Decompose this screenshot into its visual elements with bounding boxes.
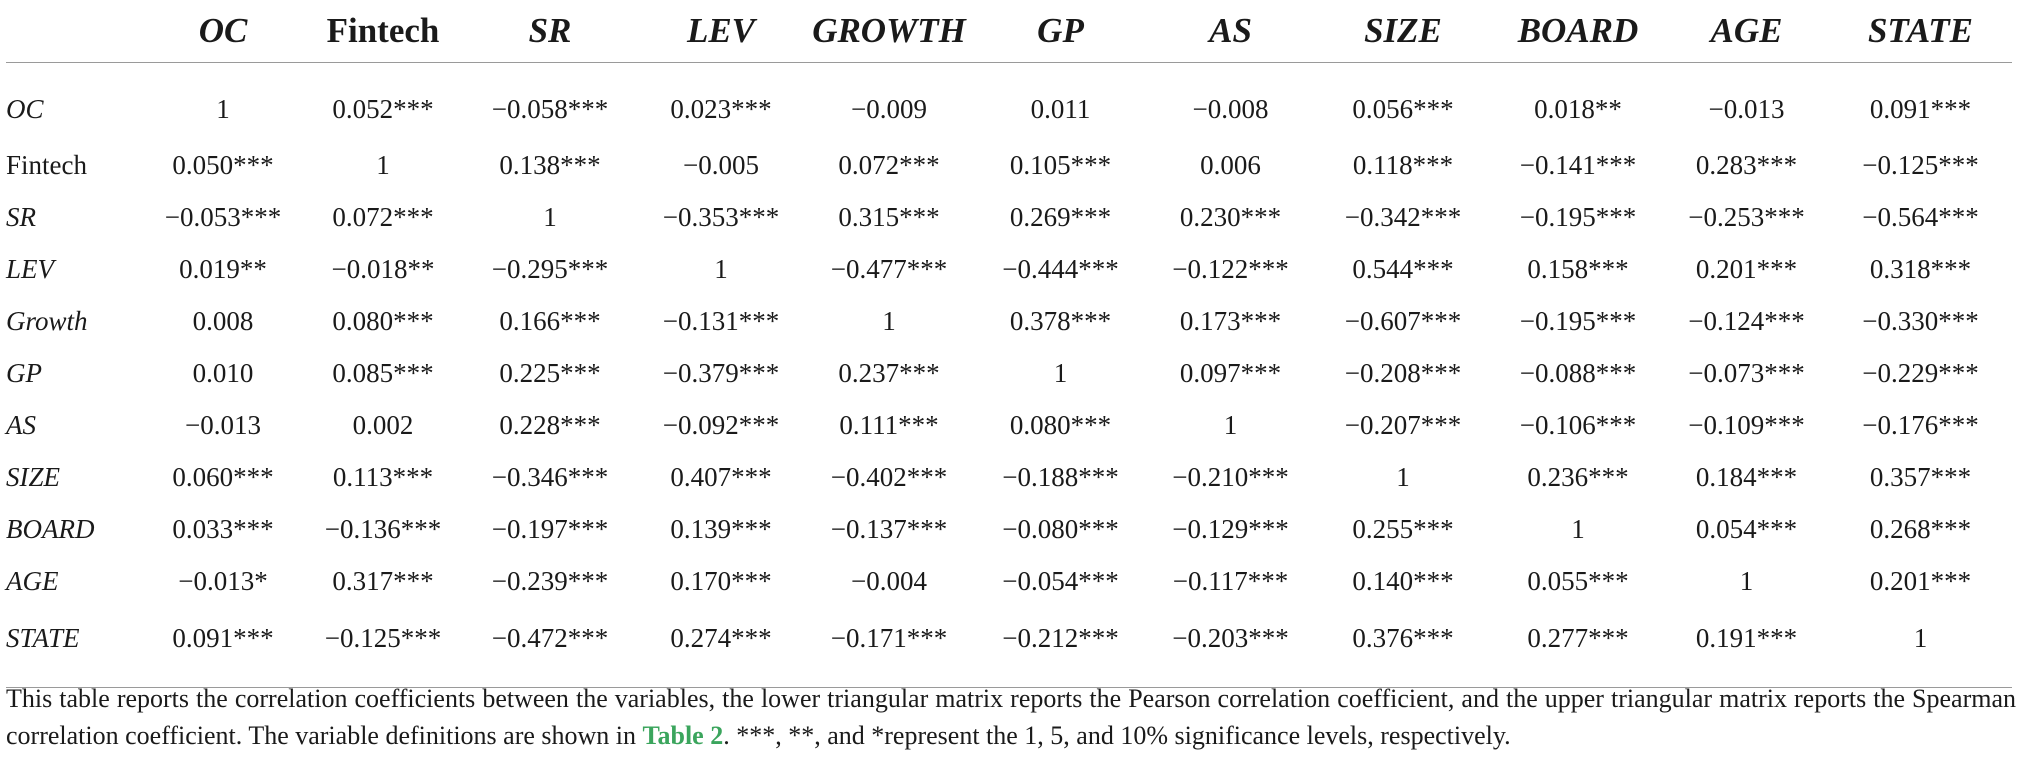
table-cell: 1 <box>1053 357 1068 388</box>
table-cell: 0.315*** <box>838 201 940 232</box>
table-cell: −0.210*** <box>1172 461 1289 492</box>
column-header: LEV <box>638 0 804 63</box>
table-cell: −0.004 <box>851 565 927 596</box>
table-cell: 0.010 <box>192 357 254 388</box>
footnote-text-before: This table reports the correlation coefficients between the variables, the lower triangular matrix reports the Pearson correlation coefficient, and the upper triangular matrix reports the Spearman correlation coefficient. The variable definitions are shown in <box>6 684 2016 750</box>
table-body <box>6 63 2012 688</box>
table-cell: 1 <box>216 93 230 124</box>
table-cell: −0.607*** <box>1344 305 1462 336</box>
table-cell: 1 <box>714 253 728 284</box>
table-cell: 0.111*** <box>839 409 939 440</box>
table-cell: −0.106*** <box>1519 409 1637 440</box>
table-row <box>6 63 2012 140</box>
table-cell: 0.085*** <box>332 357 434 388</box>
table-cell: 0.018** <box>1534 93 1622 124</box>
table-cell: 0.019** <box>179 253 267 284</box>
column-header: STATE <box>1829 0 2012 63</box>
table-cell: 0.023*** <box>670 93 772 124</box>
table-cell: −0.088*** <box>1519 357 1637 388</box>
table-cell: −0.013 <box>185 409 261 440</box>
table-cell: −0.229*** <box>1862 357 1979 388</box>
table-cell: 0.357*** <box>1869 461 1972 492</box>
table-cell: −0.125*** <box>304 607 462 688</box>
table-cell: −0.564*** <box>1862 201 1979 232</box>
table-cell: −0.195*** <box>1519 305 1637 336</box>
row-label: OC <box>6 93 44 124</box>
row-label: LEV <box>6 253 55 284</box>
table-cell: 0.277*** <box>1492 607 1664 688</box>
table-cell: −0.124*** <box>1688 305 1805 336</box>
table-cell: −0.013 <box>1708 93 1785 124</box>
table-row <box>6 399 2012 451</box>
table-cell: 0.072*** <box>332 201 434 232</box>
table-cell: 0.113*** <box>332 461 434 492</box>
corner-header <box>6 0 156 63</box>
table-cell: −0.239*** <box>491 565 609 596</box>
table-cell: −0.073*** <box>1688 357 1805 388</box>
row-label: AS <box>6 409 36 440</box>
table-cell: −0.208*** <box>1344 357 1462 388</box>
row-label: BOARD <box>6 513 95 544</box>
table-cell: 0.055*** <box>1527 565 1629 596</box>
table-cell: 1 <box>376 149 390 180</box>
table-cell: −0.122*** <box>1172 253 1289 284</box>
column-header: OC <box>156 0 304 63</box>
table-cell: −0.137*** <box>830 513 948 544</box>
table-cell: −0.472*** <box>462 607 638 688</box>
table-row <box>6 555 2012 607</box>
table-cell: 0.544*** <box>1352 253 1454 284</box>
table-cell: 0.118*** <box>1352 149 1454 180</box>
table-cell: −0.018** <box>331 253 435 284</box>
table-cell: 0.173*** <box>1179 305 1282 336</box>
table-cell: −0.176*** <box>1862 409 1979 440</box>
table-cell: 1 <box>543 201 557 232</box>
row-label: AGE <box>6 565 59 596</box>
table-cell: 0.184*** <box>1695 461 1798 492</box>
table-cell: −0.379*** <box>662 357 780 388</box>
column-header: GP <box>974 0 1147 63</box>
table-cell: −0.295*** <box>491 253 609 284</box>
table-cell: 1 <box>1396 461 1410 492</box>
table-cell: 0.011 <box>1030 93 1091 124</box>
table-cell: 0.158*** <box>1527 253 1629 284</box>
table-cell: −0.346*** <box>491 461 609 492</box>
table-cell: −0.188*** <box>1002 461 1119 492</box>
table-cell: −0.353*** <box>662 201 780 232</box>
column-header: GROWTH <box>804 0 974 63</box>
table-cell: 0.033*** <box>172 513 274 544</box>
column-header: Fintech <box>304 0 462 63</box>
table-cell: −0.197*** <box>491 513 609 544</box>
table-cell: −0.203*** <box>1147 607 1314 688</box>
column-header: SR <box>462 0 638 63</box>
table-cell: 0.060*** <box>172 461 274 492</box>
header-row <box>6 0 2012 63</box>
table-cell: −0.058*** <box>491 93 609 124</box>
table-cell: −0.253*** <box>1688 201 1805 232</box>
table-row <box>6 295 2012 347</box>
column-header: AGE <box>1664 0 1829 63</box>
table-row <box>6 607 2012 688</box>
table-cell: 0.283*** <box>1695 149 1798 180</box>
table-cell: −0.212*** <box>974 607 1147 688</box>
table-cell: −0.141*** <box>1519 149 1637 180</box>
table-cell: −0.008 <box>1192 93 1269 124</box>
table-cell: 0.139*** <box>670 513 772 544</box>
table-row <box>6 451 2012 503</box>
column-header: BOARD <box>1492 0 1664 63</box>
table-row <box>6 347 2012 399</box>
table-cell: −0.129*** <box>1172 513 1289 544</box>
table-cell: −0.131*** <box>662 305 780 336</box>
table-cell: −0.136*** <box>324 513 442 544</box>
table-2-link[interactable]: Table 2 <box>642 721 724 750</box>
table-cell: 0.378*** <box>1009 305 1112 336</box>
table-cell: 1 <box>1223 409 1238 440</box>
table-cell: 0.269*** <box>1009 201 1112 232</box>
table-cell: 0.080*** <box>1009 409 1112 440</box>
table-cell: −0.195*** <box>1519 201 1637 232</box>
table-footnote <box>6 680 2016 754</box>
table-cell: 0.274*** <box>638 607 804 688</box>
column-header: AS <box>1147 0 1314 63</box>
row-label: SR <box>6 201 36 232</box>
table-cell: 0.230*** <box>1179 201 1282 232</box>
row-label: Fintech <box>6 149 87 180</box>
table-cell: −0.054*** <box>1002 565 1119 596</box>
row-label: GP <box>6 357 42 388</box>
table-row <box>6 191 2012 243</box>
table-cell: −0.005 <box>683 149 759 180</box>
table-cell: 0.002 <box>352 409 414 440</box>
table-cell: −0.092*** <box>662 409 780 440</box>
table-cell: −0.109*** <box>1688 409 1805 440</box>
table-cell: 0.052*** <box>332 93 434 124</box>
table-cell: 1 <box>882 305 896 336</box>
correlation-table <box>6 0 2012 688</box>
table-cell: −0.330*** <box>1862 305 1979 336</box>
table-cell: 1 <box>1739 565 1754 596</box>
table-cell: −0.053*** <box>164 201 282 232</box>
table-cell: 0.138*** <box>499 149 601 180</box>
table-cell: −0.342*** <box>1344 201 1462 232</box>
table-cell: 0.080*** <box>332 305 434 336</box>
table-cell: 0.255*** <box>1352 513 1454 544</box>
row-label: SIZE <box>6 461 60 492</box>
table-cell: −0.013* <box>178 565 268 596</box>
table-cell: 0.317*** <box>332 565 434 596</box>
table-cell: 0.006 <box>1200 149 1261 180</box>
table-cell: 0.225*** <box>499 357 601 388</box>
table-cell: 0.318*** <box>1869 253 1972 284</box>
table-cell: 0.170*** <box>670 565 772 596</box>
table-cell: −0.117*** <box>1172 565 1289 596</box>
table-cell: 0.054*** <box>1695 513 1798 544</box>
table-cell: 0.105*** <box>1009 149 1112 180</box>
table-cell: 0.097*** <box>1179 357 1282 388</box>
column-header: SIZE <box>1314 0 1492 63</box>
table-cell: 0.056*** <box>1352 93 1454 124</box>
table-cell: −0.402*** <box>830 461 948 492</box>
footnote-text-after: . ***, **, and *represent the 1, 5, and 10% significance levels, respectively. <box>723 721 1511 750</box>
table-cell: 0.201*** <box>1695 253 1798 284</box>
table-cell: 0.236*** <box>1527 461 1629 492</box>
table-cell: 0.050*** <box>172 149 274 180</box>
row-label: STATE <box>6 607 156 688</box>
table-cell: 0.072*** <box>838 149 940 180</box>
table-cell: 1 <box>1829 607 2012 688</box>
table-cell: 0.407*** <box>670 461 772 492</box>
table-cell: 0.008 <box>192 305 254 336</box>
table-cell: 0.228*** <box>499 409 601 440</box>
table-row <box>6 243 2012 295</box>
table-cell: −0.009 <box>851 93 927 124</box>
table-cell: −0.444*** <box>1002 253 1119 284</box>
table-cell: 0.091*** <box>156 607 304 688</box>
table-cell: 1 <box>1571 513 1585 544</box>
table-cell: 0.091*** <box>1869 93 1972 124</box>
table-cell: 0.268*** <box>1869 513 1972 544</box>
table-cell: 0.237*** <box>838 357 940 388</box>
table-row <box>6 503 2012 555</box>
table-cell: −0.125*** <box>1862 149 1979 180</box>
table-cell: 0.191*** <box>1664 607 1829 688</box>
table-cell: 0.201*** <box>1869 565 1972 596</box>
table-cell: −0.171*** <box>804 607 974 688</box>
table-cell: −0.080*** <box>1002 513 1119 544</box>
table-cell: −0.207*** <box>1344 409 1462 440</box>
row-label: Growth <box>6 305 88 336</box>
table-cell: 0.140*** <box>1352 565 1454 596</box>
table-cell: −0.477*** <box>830 253 948 284</box>
table-cell: 0.166*** <box>499 305 601 336</box>
table-cell: 0.376*** <box>1314 607 1492 688</box>
table-row <box>6 139 2012 191</box>
